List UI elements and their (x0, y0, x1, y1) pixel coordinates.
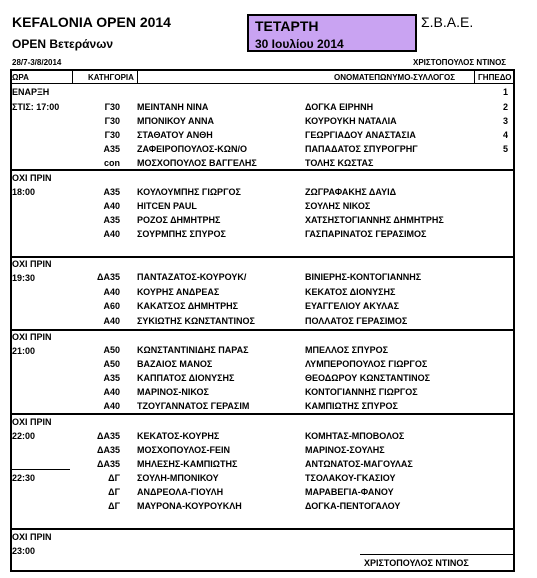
organization: Σ.Β.Α.Ε. (421, 14, 474, 30)
col-divider-2 (137, 70, 138, 83)
court-number: 4 (503, 130, 509, 140)
player-2: ΔΟΓΚΑ-ΠΕΝΤΟΓΑΛΟΥ (305, 501, 401, 511)
player-2: ΚΕΚΑΤΟΣ ΔΙΟΝΥΣΗΣ (305, 287, 396, 297)
match-category: Α40 (103, 401, 120, 411)
player-2: ΓΕΩΡΓΙΑΔΟΥ ΑΝΑΣΤΑΣΙΑ (305, 130, 416, 140)
block-time: ΣΤΙΣ: 17:00 (12, 102, 60, 112)
player-1: ΜΕΙΝΤΑΝΗ ΝΙΝΑ (137, 102, 209, 112)
block-divider (10, 169, 515, 171)
player-2: ΠΑΠΑΔΑΤΟΣ ΣΠΥΡΟΓΡΗΓ (305, 144, 418, 154)
event-subtitle: OPEN Βετεράνων (12, 37, 114, 51)
player-2: ΘΕΟΔΩΡΟΥ ΚΩΝΣΤΑΝΤΙΝΟΣ (305, 373, 431, 383)
block-divider (10, 528, 515, 530)
col-category: ΚΑΤΗΓΟΡΙΑ (88, 73, 134, 82)
col-divider-1 (72, 70, 73, 83)
player-2: ΜΑΡΙΝΟΣ-ΣΟΥΛΗΣ (305, 445, 385, 455)
block-time: 22:00 (12, 431, 36, 441)
player-1: ΚΟΥΡΗΣ ΑΝΔΡΕΑΣ (137, 287, 220, 297)
date-label: 30 Ιουλίου 2014 (255, 37, 344, 51)
block-time: 18:00 (12, 187, 36, 197)
player-2: ΜΠΕΛΛΟΣ ΣΠΥΡΟΣ (305, 345, 388, 355)
match-category: Γ30 (104, 130, 120, 140)
block-time: 22:30 (12, 473, 36, 483)
col-time: ΩΡΑ (12, 73, 29, 82)
match-category: con (103, 158, 120, 168)
footer-referee: ΧΡΙΣΤΟΠΟΥΛΟΣ ΝΤΙΝΟΣ (364, 558, 469, 568)
player-2: ΑΝΤΩΝΑΤΟΣ-ΜΑΓΟΥΛΑΣ (305, 459, 413, 469)
day-label: ΤΕΤΑΡΤΗ (255, 18, 319, 34)
header-bottom-rule (10, 83, 515, 84)
player-1: ΚΑΚΑΤΣΟΣ ΔΗΜΗΤΡΗΣ (137, 301, 239, 311)
player-2: ΤΣΟΛΑΚΟΥ-ΓΚΑΣΙΟΥ (305, 473, 396, 483)
event-title: KEFALONIA OPEN 2014 (12, 14, 171, 30)
match-category: Α40 (103, 229, 120, 239)
player-2: ΧΑΤΣΗΣΤΟΓΙΑΝΝΗΣ ΔΗΜΗΤΡΗΣ (305, 215, 444, 225)
header-top-rule (10, 69, 515, 71)
player-1: ΒΑΖΑΙΟΣ ΜΑΝΟΣ (137, 359, 213, 369)
block-time: 21:00 (12, 346, 36, 356)
player-1: ΤΖΟΥΓΑΝΝΑΤΟΣ ΓΕΡΑΣΙΜ (137, 401, 250, 411)
block-divider (10, 256, 515, 258)
match-category: Γ30 (104, 116, 120, 126)
block-label: ΟΧΙ ΠΡΙΝ (12, 173, 52, 183)
match-category: Α50 (103, 359, 120, 369)
court-number: 3 (503, 116, 509, 126)
player-1: ΣΟΥΛΗ-ΜΠΟΝΙΚΟΥ (137, 473, 219, 483)
player-1: ΚΕΚΑΤΟΣ-ΚΟΥΡΗΣ (137, 431, 220, 441)
player-2: ΜΑΡΑΒΕΓΙΑ-ΦΑΝΟΥ (305, 487, 394, 497)
player-1: ΖΑΦΕΙΡΟΠΟΥΛΟΣ-ΚΩΝ/Ο (137, 144, 247, 154)
block-divider (10, 413, 515, 415)
player-1: ΚΩΝΣΤΑΝΤΙΝΙΔΗΣ ΠΑΡΑΣ (137, 345, 249, 355)
block-label: ΟΧΙ ΠΡΙΝ (12, 417, 52, 427)
player-1: ΜΑΡΙΝΟΣ-ΝΙΚΟΣ (137, 387, 209, 397)
match-category: Γ30 (104, 102, 120, 112)
table-left-border (10, 69, 12, 571)
player-2: ΠΟΛΛΑΤΟΣ ΓΕΡΑΣΙΜΟΣ (305, 316, 408, 326)
player-2: ΤΟΛΗΣ ΚΩΣΤΑΣ (305, 158, 374, 168)
player-2: ΣΟΥΛΗΣ ΝΙΚΟΣ (305, 201, 371, 211)
col-names: ΟΝΟΜΑΤΕΠΩΝΥΜΟ-ΣΥΛΛΟΓΟΣ (334, 73, 455, 82)
player-1: ΜΑΥΡΟΝΑ-ΚΟΥΡΟΥΚΛΗ (137, 501, 242, 511)
match-category: Α35 (103, 187, 120, 197)
court-number: 5 (503, 144, 509, 154)
player-2: ΚΟΝΤΟΓΙΑΝΝΗΣ ΓΙΩΡΓΟΣ (305, 387, 418, 397)
player-1: HITCEN PAUL (137, 201, 197, 211)
player-1: ΜΟΣΧΟΠΟΥΛΟΣ-FEIN (137, 445, 230, 455)
player-2: ΚΟΥΡΟΥΚΗ ΝΑΤΑΛΙΑ (305, 116, 397, 126)
player-1: ΜΟΣΧΟΠΟΥΛΟΣ ΒΑΓΓΕΛΗΣ (137, 158, 257, 168)
col-court: ΓΗΠΕΔΟ (478, 73, 512, 82)
match-category: Α35 (103, 215, 120, 225)
block-time: 19:30 (12, 273, 36, 283)
player-2: ΒΙΝΙΕΡΗΣ-ΚΟΝΤΟΓΙΑΝΝΗΣ (305, 272, 422, 282)
match-category: ΔΓ (108, 487, 120, 497)
player-2: ΓΑΣΠΑΡΙΝΑΤΟΣ ΓΕΡΑΣΙΜΟΣ (305, 229, 427, 239)
player-1: ΜΗΛΕΣΗΣ-ΚΑΜΠΙΩΤΗΣ (137, 459, 238, 469)
court-number: 1 (503, 87, 509, 97)
event-dates: 28/7-3/8/2014 (12, 58, 62, 67)
player-2: ΕΥΑΓΓΕΛΙΟΥ ΑΚΥΛΑΣ (305, 301, 400, 311)
block-label: ΟΧΙ ΠΡΙΝ (12, 332, 52, 342)
match-category: Α40 (103, 387, 120, 397)
block-divider (10, 329, 515, 331)
match-category: Α40 (103, 316, 120, 326)
player-1: ΜΠΟΝΙΚΟΥ ΑΝΝΑ (137, 116, 215, 126)
table-right-border (513, 69, 515, 571)
match-category: Α40 (103, 201, 120, 211)
player-1: ΣΥΚΙΩΤΗΣ ΚΩΝΣΤΑΝΤΙΝΟΣ (137, 316, 255, 326)
block-label: ΟΧΙ ΠΡΙΝ (12, 532, 52, 542)
player-1: ΚΟΥΛΟΥΜΠΗΣ ΓΙΩΡΓΟΣ (137, 187, 241, 197)
player-1: ΣΟΥΡΜΠΗΣ ΣΠΥΡΟΣ (137, 229, 226, 239)
player-2: ΖΩΓΡΑΦΑΚΗΣ ΔΑΥΙΔ (305, 187, 397, 197)
player-2: ΚΑΜΠΙΩΤΗΣ ΣΠΥΡΟΣ (305, 401, 398, 411)
player-1: ΑΝΔΡΕΟΛΑ-ΓΙΟΥΛΗ (137, 487, 224, 497)
col-divider-3 (474, 70, 475, 83)
table-bottom-rule (10, 570, 515, 572)
match-category: Α35 (103, 144, 120, 154)
match-category: ΔΓ (108, 501, 120, 511)
referee-name: ΧΡΙΣΤΟΠΟΥΛΟΣ ΝΤΙΝΟΣ (413, 58, 507, 67)
match-category: Α40 (103, 287, 120, 297)
match-category: ΔΑ35 (97, 431, 120, 441)
block-label: ΕΝΑΡΞΗ (12, 87, 50, 97)
signature-line (360, 554, 513, 555)
match-category: Α60 (103, 301, 120, 311)
match-category: Α35 (103, 373, 120, 383)
block-label: ΟΧΙ ΠΡΙΝ (12, 259, 52, 269)
match-category: ΔΓ (108, 473, 120, 483)
player-1: ΠΑΝΤΑΖΑΤΟΣ-ΚΟΥΡΟΥΚ/ (137, 272, 247, 282)
court-number: 2 (503, 102, 509, 112)
day-box (247, 14, 417, 52)
player-2: ΔΟΓΚΑ ΕΙΡΗΝΗ (305, 102, 374, 112)
block-time: 23:00 (12, 546, 36, 556)
match-category: ΔΑ35 (97, 459, 120, 469)
time-divider (10, 469, 70, 470)
match-category: ΔΑ35 (97, 272, 120, 282)
player-1: ΣΤΑΘΑΤΟΥ ΑΝΘΗ (137, 130, 213, 140)
player-2: ΚΟΜΗΤΑΣ-ΜΠΟΒΟΛΟΣ (305, 431, 405, 441)
match-category: Α50 (103, 345, 120, 355)
player-2: ΛΥΜΠΕΡΟΠΟΥΛΟΣ ΓΙΩΡΓΟΣ (305, 359, 428, 369)
player-1: ΚΑΠΠΑΤΟΣ ΔΙΟΝΥΣΗΣ (137, 373, 235, 383)
player-1: ΡΟΖΟΣ ΔΗΜΗΤΡΗΣ (137, 215, 221, 225)
match-category: ΔΑ35 (97, 445, 120, 455)
